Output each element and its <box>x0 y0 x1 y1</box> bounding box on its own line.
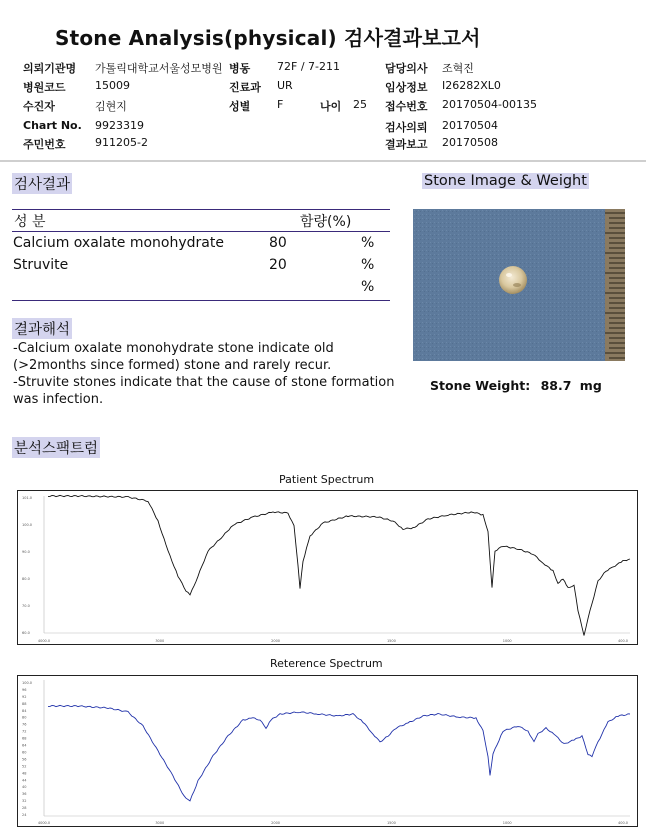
x-tick-label: 1500 <box>386 821 396 825</box>
y-tick-label: 68 <box>22 736 27 741</box>
value-doctor: 조혁진 <box>442 62 474 75</box>
y-tick-label: 48 <box>22 771 27 776</box>
header-divider <box>0 160 646 162</box>
patient-spectrum-plot <box>18 491 637 644</box>
stone-weight-value: 88.7 <box>540 378 572 393</box>
results-table-bottom-rule <box>12 300 390 301</box>
label-hospital-code: 병원코드 <box>23 81 66 94</box>
interpretation-section-title: 결과해석 <box>12 318 72 339</box>
label-dept: 진료과 <box>229 81 261 94</box>
value-report-date: 20170508 <box>442 136 498 149</box>
x-tick-label: 3000 <box>155 821 165 825</box>
label-resident-no: 주민번호 <box>23 138 66 151</box>
y-tick-label: 76 <box>22 722 27 727</box>
y-tick-label: 88 <box>22 701 27 706</box>
results-section-title: 검사결과 <box>12 173 72 194</box>
row-unit: % <box>361 257 375 273</box>
col-header-component: 성 분 <box>14 214 46 230</box>
row-value: 80 <box>269 235 287 251</box>
stone-weight <box>430 378 602 393</box>
y-tick-label: 44 <box>22 778 27 783</box>
value-sex: F <box>277 98 284 111</box>
patient-spectrum-chart <box>17 490 638 645</box>
spectrum-section-title: 분석스팩트럼 <box>12 437 100 458</box>
x-tick-label: 400.0 <box>617 639 629 643</box>
y-tick-label: 32 <box>22 799 27 804</box>
value-hospital-code: 15009 <box>95 79 130 92</box>
row-value: 20 <box>269 257 287 273</box>
x-tick-label: 3000 <box>155 639 165 643</box>
y-tick-label: 60.0 <box>22 631 30 635</box>
stone-weight-unit: mg <box>579 378 602 393</box>
y-tick-label: 96 <box>22 687 27 692</box>
x-tick-label: 1500 <box>386 639 396 643</box>
x-tick-label: 4000.0 <box>37 821 51 825</box>
value-patient: 김현지 <box>95 100 127 113</box>
col-header-content: 함량(%) <box>300 214 352 230</box>
patient-spectrum-line <box>48 495 630 635</box>
value-request-date: 20170504 <box>442 119 498 132</box>
results-table-top-rule <box>12 209 390 210</box>
label-clinical-info: 임상정보 <box>385 81 428 94</box>
reference-spectrum-line <box>48 705 630 801</box>
y-tick-label: 60 <box>22 750 27 755</box>
label-age: 나이 <box>320 100 342 113</box>
label-patient: 수진자 <box>23 100 55 113</box>
value-clinical-info: I26282XL0 <box>442 79 501 92</box>
label-accession-no: 접수번호 <box>385 100 428 113</box>
label-doctor: 담당의사 <box>385 62 428 75</box>
interpretation-line: was infection. <box>13 392 104 407</box>
value-accession-no: 20170504-00135 <box>442 98 537 111</box>
row-component: Struvite <box>13 257 69 273</box>
stone-photo-drawing <box>413 209 625 361</box>
y-tick-label: 92 <box>22 694 27 699</box>
reference-spectrum-plot <box>18 676 637 826</box>
y-tick-label: 72 <box>22 729 27 734</box>
patient-spectrum-title: Patient Spectrum <box>279 473 375 486</box>
interpretation-line: -Calcium oxalate monohydrate stone indicate old <box>13 341 334 356</box>
label-institution: 의뢰기관명 <box>23 62 77 75</box>
y-tick-label: 100.0 <box>22 523 33 527</box>
x-tick-label: 1000 <box>502 821 512 825</box>
y-tick-label: 101.0 <box>22 496 33 500</box>
x-tick-label: 2000 <box>271 639 281 643</box>
y-tick-label: 36 <box>22 792 27 797</box>
label-report-date: 결과보고 <box>385 138 428 151</box>
value-resident-no: 911205-2 <box>95 136 148 149</box>
label-chart-no: Chart No. <box>23 119 82 132</box>
y-tick-label: 28 <box>22 806 27 811</box>
y-tick-label: 80 <box>22 715 27 720</box>
interpretation-line: -Struvite stones indicate that the cause of stone formation <box>13 375 395 390</box>
reference-spectrum-chart <box>17 675 638 827</box>
label-ward: 병동 <box>229 62 251 75</box>
value-chart-no: 9923319 <box>95 119 144 132</box>
row-unit: % <box>361 235 375 251</box>
y-tick-label: 40 <box>22 785 27 790</box>
value-dept: UR <box>277 79 293 92</box>
x-tick-label: 1000 <box>502 639 512 643</box>
y-tick-label: 56 <box>22 757 27 762</box>
interpretation-line: (>2months since formed) stone and rarely recur. <box>13 358 332 373</box>
y-tick-label: 24 <box>22 813 27 817</box>
value-age: 25 <box>353 98 367 111</box>
reference-spectrum-title: Reterence Spectrum <box>270 657 383 670</box>
row-component: Calcium oxalate monohydrate <box>13 235 224 251</box>
x-tick-label: 2000 <box>271 821 281 825</box>
row-unit: % <box>361 279 375 295</box>
label-request-date: 검사의뢰 <box>385 121 428 134</box>
y-tick-label: 70.0 <box>22 604 30 608</box>
y-tick-label: 80.0 <box>22 577 30 581</box>
value-ward: 72F / 7-211 <box>277 60 340 73</box>
y-tick-label: 52 <box>22 764 27 769</box>
stone-weight-label: Stone Weight: <box>430 378 531 393</box>
y-tick-label: 64 <box>22 743 27 748</box>
value-institution: 가톨릭대학교서울성모병원 <box>95 62 223 75</box>
report-title: Stone Analysis(physical) 검사결과보고서 <box>55 26 481 50</box>
label-sex: 성별 <box>229 100 251 113</box>
y-tick-label: 84 <box>22 708 27 713</box>
stone-section-title: Stone Image & Weight <box>424 173 587 189</box>
interpretation-text <box>13 340 408 408</box>
x-tick-label: 4000.0 <box>37 639 51 643</box>
y-tick-label: 100.0 <box>22 681 33 685</box>
stone-photo <box>413 209 625 361</box>
results-table-header-rule <box>12 231 390 232</box>
y-tick-label: 90.0 <box>22 550 30 554</box>
x-tick-label: 400.0 <box>617 821 629 825</box>
